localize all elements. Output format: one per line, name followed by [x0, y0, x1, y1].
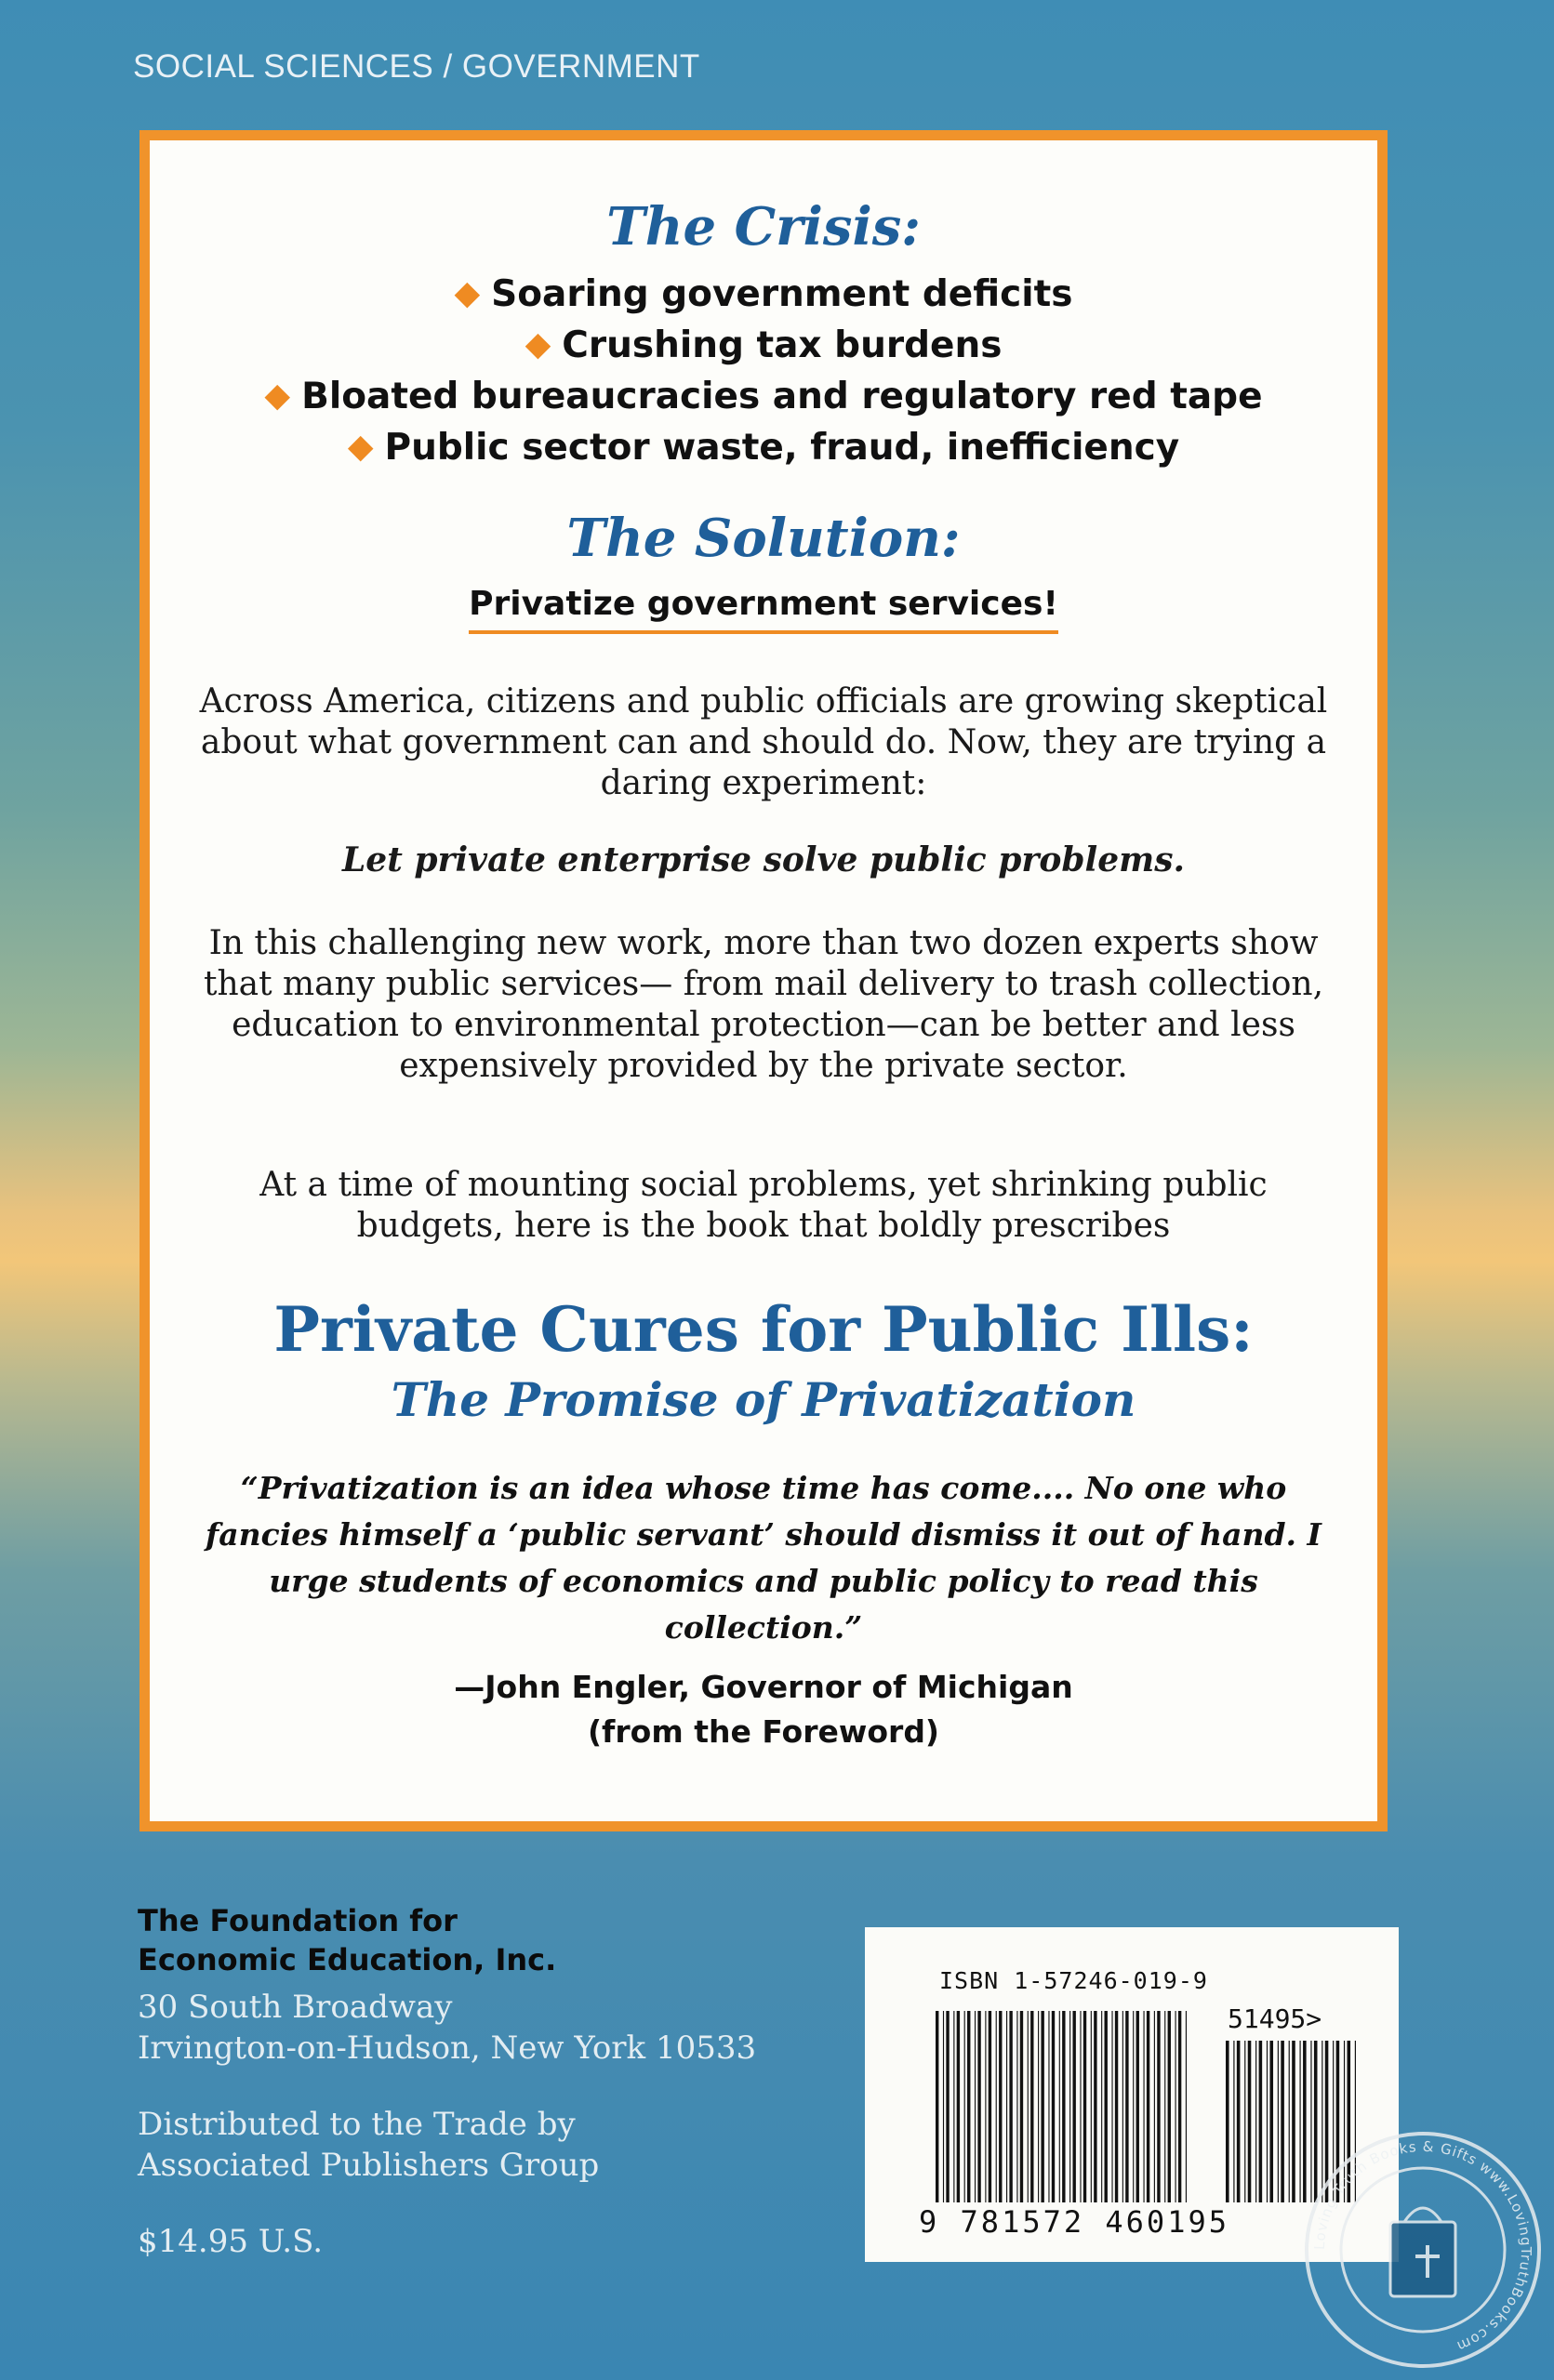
barcode-bar — [1030, 2011, 1033, 2202]
barcode-digits: 9 781572 460195 — [919, 2204, 1229, 2240]
crisis-item: ◆ Crushing tax burdens — [150, 320, 1377, 371]
publisher-block — [138, 1901, 756, 2262]
barcode-bar — [1115, 2011, 1118, 2202]
barcode-bar — [1157, 2011, 1160, 2202]
publisher-address: 30 South Broadway Irvington-on-Hudson, New York 10533 — [138, 1989, 757, 2067]
barcode-bar — [1041, 2011, 1043, 2202]
diamond-bullet-icon: ◆ — [454, 274, 481, 312]
barcode-bar — [936, 2011, 938, 2202]
barcode-bar — [1168, 2011, 1171, 2202]
barcode-bar — [1028, 2011, 1029, 2202]
barcode-bar — [999, 2011, 1002, 2202]
solution-heading: The Solution: — [566, 508, 961, 569]
barcode-bar — [967, 2011, 970, 2202]
barcode-bar — [1248, 2041, 1252, 2202]
diamond-bullet-icon: ◆ — [525, 325, 551, 364]
publisher-name: The Foundation for Economic Education, Inc. — [138, 1903, 557, 1977]
barcode-bar — [957, 2011, 960, 2202]
barcode-bar — [1009, 2011, 1012, 2202]
barcode-bar — [985, 2011, 986, 2202]
barcode-bar — [1259, 2041, 1263, 2202]
isbn-label: ISBN 1-57246-019-9 — [939, 1967, 1208, 1994]
barcode-bar — [964, 2011, 965, 2202]
body-paragraph-3: At a time of mounting social problems, yet shrinking public budgets, here is the book that boldly prescribes — [259, 1166, 1268, 1245]
barcode-bar — [1178, 2011, 1181, 2202]
barcode-bar — [1122, 2011, 1123, 2202]
barcode-bar — [1094, 2011, 1096, 2202]
diamond-bullet-icon: ◆ — [264, 377, 291, 415]
quote-attribution: —John Engler, Governor of Michigan (from the Foreword) — [454, 1669, 1073, 1750]
barcode-bar — [1143, 2011, 1144, 2202]
barcode-bar — [1292, 2041, 1295, 2202]
barcode-bar — [1069, 2011, 1070, 2202]
barcode-bar — [1186, 2011, 1187, 2202]
solution-callout: Privatize government services! — [150, 585, 1377, 634]
barcode-bar — [1255, 2041, 1256, 2202]
body-paragraph-1: Across America, citizens and public officials are growing skeptical about what government can and should do. Now, they are trying a daring experiment: — [199, 682, 1328, 802]
barcode-bar — [1154, 2011, 1155, 2202]
barcode-bar — [1101, 2011, 1102, 2202]
barcode-bar — [943, 2011, 944, 2202]
crisis-list — [150, 269, 1377, 473]
barcode-bar — [1233, 2041, 1234, 2202]
barcode-bar — [1237, 2041, 1241, 2202]
barcode-bar — [996, 2011, 997, 2202]
barcode-bar — [1091, 2011, 1092, 2202]
barcode-bar — [1164, 2011, 1165, 2202]
barcode-addon-number: 51495> — [1228, 2003, 1322, 2034]
barcode-bar — [1052, 2011, 1055, 2202]
body-tagline: Let private enterprise solve public problems. — [341, 840, 1186, 879]
barcode-bar — [1147, 2011, 1149, 2202]
barcode-bar — [977, 2011, 980, 2202]
barcode-bar — [975, 2011, 976, 2202]
barcode-bar — [1048, 2011, 1049, 2202]
description-panel — [139, 130, 1388, 1831]
barcode-bar — [1006, 2011, 1007, 2202]
barcode-bar — [1244, 2041, 1245, 2202]
barcode-bar — [1059, 2011, 1060, 2202]
barcode-bar — [1226, 2041, 1229, 2202]
barcode-bar — [953, 2011, 954, 2202]
barcode-bar — [1278, 2041, 1279, 2202]
price-label: $14.95 U.S. — [138, 2223, 324, 2260]
crisis-item: ◆ Bloated bureaucracies and regulatory red tape — [150, 371, 1377, 422]
crisis-item: ◆ Public sector waste, fraud, inefficiency — [150, 422, 1377, 473]
barcode-bar — [1080, 2011, 1081, 2202]
barcode-bar — [1125, 2011, 1128, 2202]
barcode-bar — [1105, 2011, 1108, 2202]
barcode-bar — [1062, 2011, 1065, 2202]
barcode-bar — [1136, 2011, 1139, 2202]
bookseller-stamp — [1297, 2124, 1548, 2375]
barcode-bar — [1111, 2011, 1112, 2202]
endorsement-quote: “Privatization is an idea whose time has come.... No one who fancies himself a ‘public servant’ should dismiss it out of hand. I urge students of economics and public policy to read this collection.” — [206, 1470, 1322, 1646]
book-title: Private Cures for Public Ills: — [273, 1293, 1254, 1366]
barcode-bar — [1020, 2011, 1023, 2202]
category-label: SOCIAL SCIENCES / GOVERNMENT — [133, 48, 700, 85]
body-paragraph-2: In this challenging new work, more than two dozen experts show that many public services— from mail delivery to trash collection, education to environmental protection—can be better and less expensively provided by the private sector. — [203, 924, 1324, 1085]
barcode-bar — [946, 2011, 949, 2202]
barcode-bar — [1289, 2041, 1290, 2202]
gift-bag-icon — [1390, 2208, 1455, 2296]
barcode-bar — [1133, 2011, 1134, 2202]
barcode-bar — [1175, 2011, 1176, 2202]
distributor-info: Distributed to the Trade by Associated Publishers Group — [138, 2106, 600, 2184]
crisis-heading: The Crisis: — [606, 196, 921, 258]
barcode-bar — [1038, 2011, 1039, 2202]
barcode-bar — [1269, 2041, 1273, 2202]
barcode-bar — [1072, 2011, 1075, 2202]
barcode-bar — [989, 2011, 991, 2202]
barcode-bar — [1267, 2041, 1268, 2202]
svg-text:Loving Truth Books & Gifts ww: Loving Truth Books & Gifts www.LovingTruthBooks.com — [1310, 2137, 1535, 2356]
barcode-bar — [1016, 2011, 1017, 2202]
barcode-bars — [936, 2011, 1187, 2202]
barcode-bar — [1083, 2011, 1086, 2202]
barcode-bar — [1281, 2041, 1284, 2202]
book-subtitle: The Promise of Privatization — [391, 1372, 1136, 1427]
crisis-item: ◆ Soaring government deficits — [150, 269, 1377, 320]
diamond-bullet-icon: ◆ — [347, 428, 374, 466]
